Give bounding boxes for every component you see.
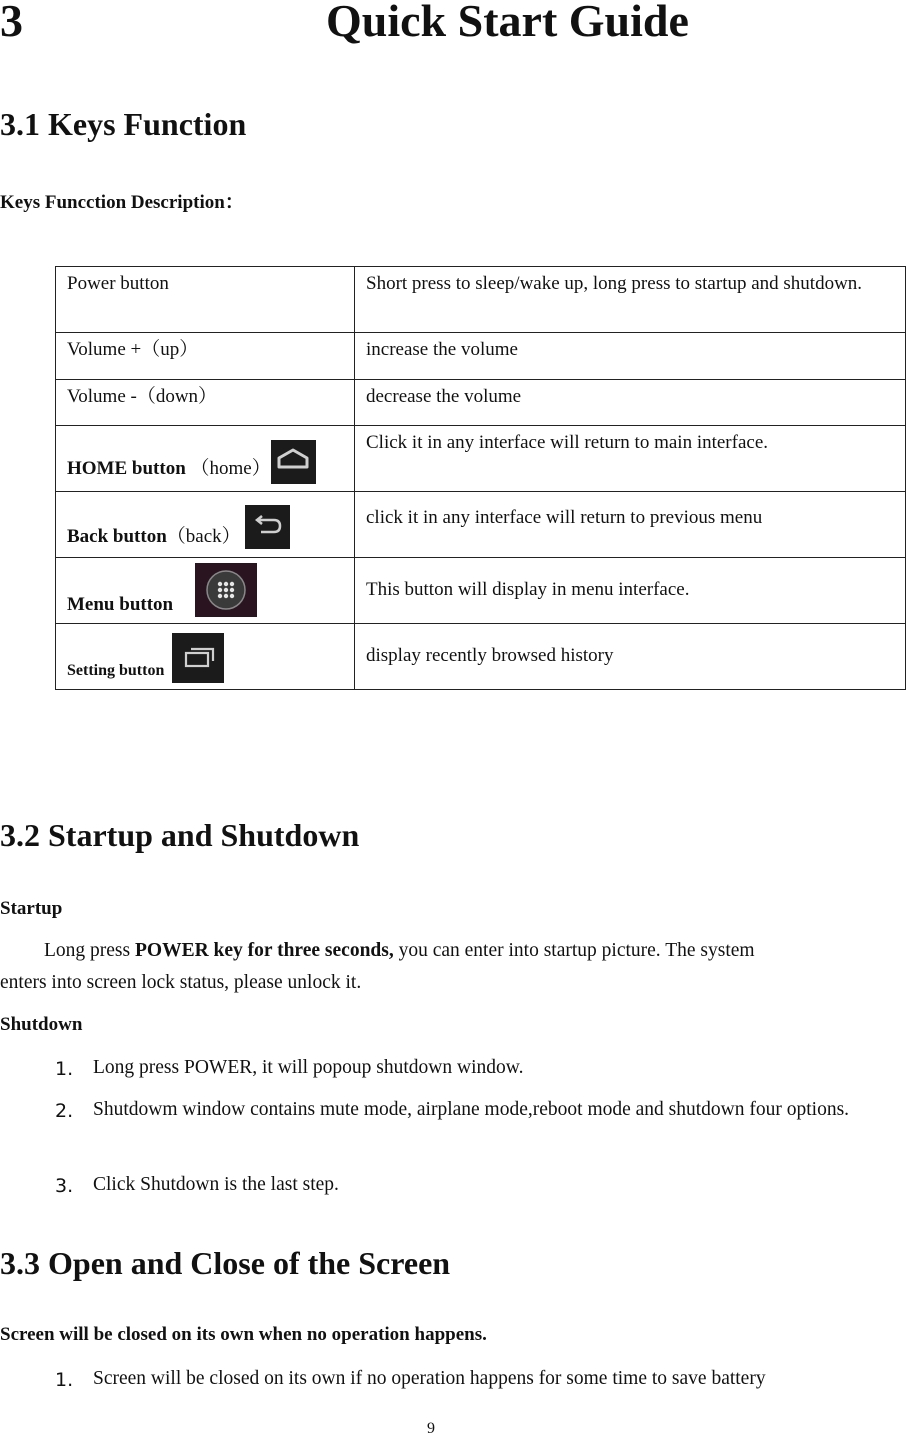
back-icon (245, 505, 290, 549)
screen-subheading: Screen will be closed on its own when no operation happens. (0, 1324, 487, 1345)
key-description: Click it in any interface will return to main interface. (355, 426, 906, 492)
list-number: 1. (55, 1058, 74, 1080)
list-item: Click Shutdown is the last step. (93, 1174, 339, 1195)
shutdown-label: Shutdown (0, 1014, 83, 1035)
section-heading-startup-shutdown: 3.2 Startup and Shutdown (0, 817, 360, 853)
key-name-cell (56, 492, 355, 558)
list-number: 2. (55, 1100, 74, 1122)
key-name-cell (56, 624, 355, 690)
key-name-cell (56, 426, 355, 492)
key-name-cell (56, 558, 355, 624)
startup-text-bold: POWER key for three seconds, (135, 940, 394, 961)
home-icon (271, 440, 316, 484)
menu-grid-icon (195, 563, 257, 617)
key-description: click it in any interface will return to previous menu (355, 492, 906, 558)
list-item: Shutdowm window contains mute mode, airplane mode,reboot mode and shutdown four options. (93, 1099, 850, 1120)
section-heading-screen: 3.3 Open and Close of the Screen (0, 1245, 451, 1281)
table-row (56, 267, 906, 333)
key-name-suffix: （home） (190, 458, 271, 479)
table-row (56, 333, 906, 380)
startup-text-pre: Long press (44, 940, 135, 961)
key-name: Setting button (67, 662, 165, 679)
table-row (56, 558, 906, 624)
list-number: 1. (55, 1369, 74, 1391)
key-name: Menu button (67, 594, 174, 615)
list-item: Long press POWER, it will popoup shutdown window. (93, 1057, 524, 1078)
table-row (56, 426, 906, 492)
list-number: 3. (55, 1175, 74, 1197)
startup-paragraph-line2: enters into screen lock status, please unlock it. (0, 972, 362, 993)
key-description: increase the volume (355, 333, 906, 380)
key-description: display recently browsed history (355, 624, 906, 690)
key-description: Short press to sleep/wake up, long press to startup and shutdown. (355, 267, 906, 333)
startup-text-post: you can enter into startup picture. The system (393, 940, 755, 961)
key-name: Back button (67, 526, 167, 547)
page-number: 9 (427, 1420, 435, 1437)
key-name: Volume -（down） (56, 380, 355, 426)
table-row (56, 492, 906, 558)
key-name: HOME button (67, 458, 186, 479)
key-name-suffix: （back） (166, 526, 241, 547)
startup-paragraph (44, 935, 874, 967)
recent-apps-icon (172, 633, 224, 683)
table-row (56, 624, 906, 690)
list-item: Screen will be closed on its own if no operation happens for some time to save battery (93, 1368, 766, 1389)
key-description: This button will display in menu interface. (355, 558, 906, 624)
section-heading-keys-function: 3.1 Keys Function (0, 106, 247, 142)
key-name: Power button (56, 267, 355, 333)
table-row (56, 380, 906, 426)
startup-label: Startup (0, 898, 63, 919)
key-description: decrease the volume (355, 380, 906, 426)
key-name: Volume +（up） (56, 333, 355, 380)
keys-table (55, 266, 906, 690)
chapter-number: 3 (0, 0, 23, 46)
keys-description-label: Keys Funcction Description： (0, 192, 244, 213)
chapter-title: Quick Start Guide (326, 0, 689, 46)
